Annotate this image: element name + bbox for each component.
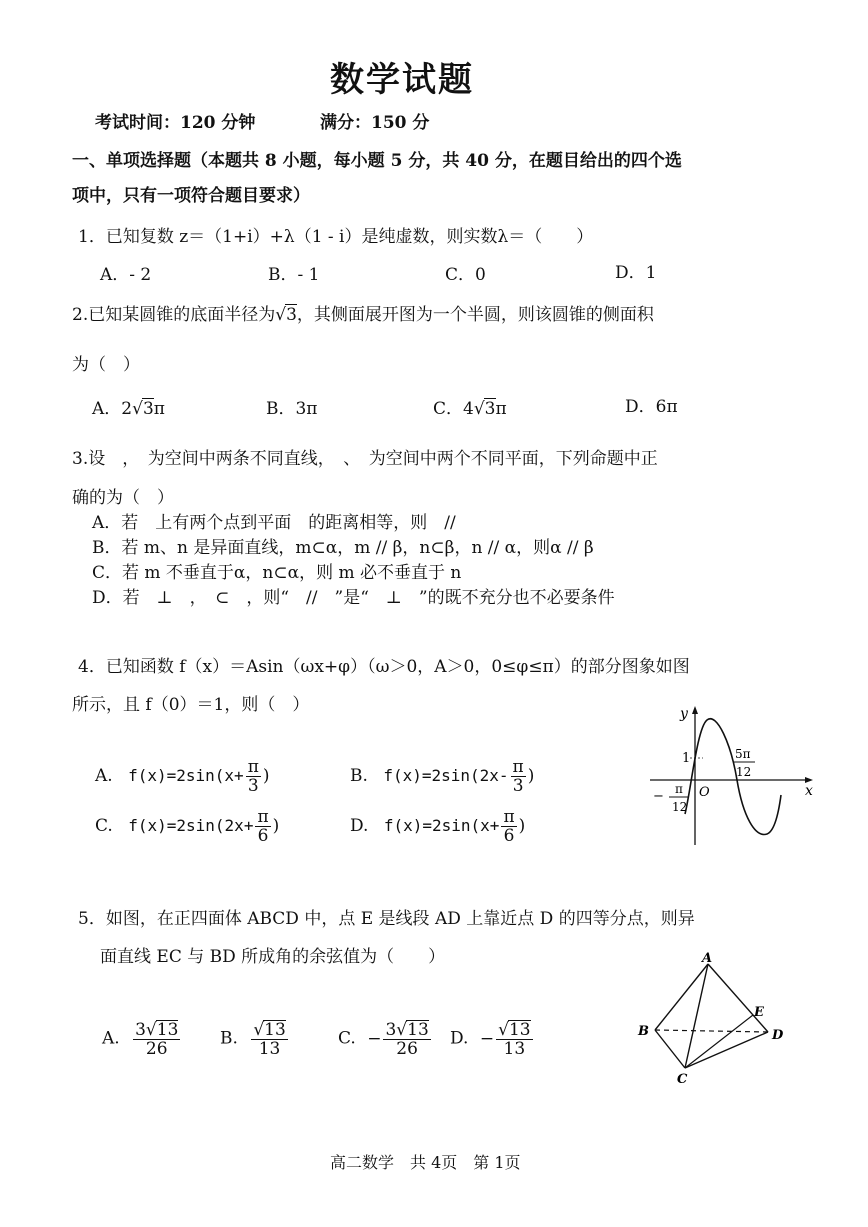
q2-stem-a: 2.已知某圆锥的底面半径为 [72, 305, 276, 325]
q5-option-c-frac [383, 1020, 430, 1058]
page-title: 数学试题 [330, 60, 474, 100]
q5-option-b-rad: 13 [264, 1020, 286, 1040]
q4-stem-line2: 所示，且 f（0）＝1，则（ ） [72, 695, 310, 715]
q1-option-a: A．- 2 [100, 265, 152, 285]
q4-option-b-num: π [512, 757, 524, 777]
q3-option-d: D．若 ⊥ ， ⊂ ，则“ // ”是“ ⊥ ”的既不充分也不必要条件 [92, 588, 615, 608]
q5-tetrahedron-figure [630, 950, 800, 1085]
q4-option-b-expr: f(x)=2sin(2x- [383, 766, 509, 785]
q2-stem-b: ，其侧面展开图为一个半圆，则该圆锥的侧面积 [296, 305, 654, 325]
q2-option-c-pre: C．4 [433, 399, 474, 419]
q5-option-d-sign: − [479, 1028, 495, 1049]
q4-option-b-frac [511, 758, 526, 795]
q5-label-d: D [772, 1028, 784, 1043]
q3-stem-line1: 3.设 ， 为空间中两条不同直线， 、 为空间中两个不同平面，下列命题中正 [72, 449, 658, 469]
q4-option-d-num: π [503, 807, 515, 827]
q5-option-a-frac [133, 1020, 180, 1058]
q2-option-a-post: π [153, 399, 165, 419]
q4-option-c-num: π [257, 807, 269, 827]
q4-graph-right-den: 12 [736, 765, 752, 779]
q5-option-b-label: B. [220, 1028, 238, 1049]
q5-option-a-rad: 13 [156, 1020, 179, 1040]
q4-option-d [350, 808, 525, 845]
q5-option-b [220, 1020, 290, 1058]
q5-option-c [338, 1020, 433, 1058]
q2-option-a: A．2√3π [92, 399, 165, 419]
q2-option-b: B．3π [266, 399, 318, 419]
q5-edge-bc [655, 1030, 685, 1068]
q4-graph-left-num: π [675, 782, 683, 796]
q4-stem-line1: 4．已知函数 f（x）＝Asin（ωx+φ）（ω＞0，A＞0，0≤φ≤π）的部分图象如图 [78, 657, 690, 677]
q5-option-b-num: √13 [253, 1020, 286, 1040]
q2-option-c-rad: 3 [484, 399, 496, 419]
q5-option-d [450, 1020, 535, 1058]
q4-option-d-expr: f(x)=2sin(x+ [383, 816, 500, 835]
q5-option-a-num: 3√13 [135, 1020, 179, 1040]
q5-option-d-num: √13 [498, 1020, 531, 1040]
q3-option-b: B．若 m、n 是异面直线，m⊂α，m // β，n⊂β，n // α，则α // β [92, 538, 594, 558]
q5-option-b-frac [251, 1020, 287, 1058]
q4-graph [645, 700, 820, 850]
q1-option-d: D．1 [615, 263, 657, 283]
q4-option-b [350, 758, 534, 795]
q4-graph-left-den: 12 [672, 800, 688, 814]
q5-option-d-rad: 13 [508, 1020, 531, 1040]
section-heading-line2: 项中，只有一项符合题目要求） [72, 186, 310, 206]
q4-graph-minus: − [653, 789, 664, 804]
q4-graph-x-label: x [805, 783, 813, 799]
q5-option-c-label: C. [338, 1028, 356, 1049]
q4-graph-y-label: y [680, 706, 688, 722]
q5-label-e: E [754, 1005, 764, 1020]
q4-option-b-label: B. [350, 766, 368, 786]
q5-edge-bd [655, 1030, 768, 1032]
q2-stem-line2: 为（ ） [72, 355, 140, 375]
q5-option-a-den: 26 [145, 1039, 168, 1059]
q4-graph-one: 1 [682, 751, 691, 766]
q4-option-d-close: ) [518, 816, 526, 836]
q4-option-c-close: ) [272, 816, 280, 836]
q4-option-d-den: 6 [503, 826, 515, 846]
q5-label-a: A [702, 951, 713, 966]
q5-edge-cd [685, 1032, 768, 1068]
q4-option-c-expr: f(x)=2sin(2x+ [128, 816, 254, 835]
full-score: 满分：150 分 [320, 113, 430, 133]
q4-option-c-label: C. [95, 816, 113, 836]
q5-option-c-den: 26 [396, 1039, 418, 1059]
q5-label-b: B [638, 1024, 649, 1039]
q2-option-c: C．4√3π [433, 399, 507, 419]
q4-graph-right-num: 5π [735, 747, 751, 761]
q4-option-a-expr: f(x)=2sin(x+ [128, 766, 244, 785]
q4-option-a-close: ) [262, 766, 270, 786]
q4-graph-origin: O [699, 785, 710, 800]
q4-option-a-num: π [247, 757, 259, 777]
q5-option-d-label: D. [450, 1028, 469, 1049]
q2-option-a-pre: A．2 [92, 399, 133, 419]
q5-option-c-rad: 13 [407, 1020, 429, 1040]
q5-option-c-sign: − [367, 1028, 382, 1049]
exam-time: 考试时间：120 分钟 [95, 113, 256, 133]
q5-stem-line1: 5．如图，在正四面体 ABCD 中，点 E 是线段 AD 上靠近点 D 的四等分点，则异 [78, 909, 695, 929]
q5-option-c-num: 3√13 [385, 1020, 429, 1040]
q2-stem-line1: 2.已知某圆锥的底面半径为√3，其侧面展开图为一个半圆，则该圆锥的侧面积 [72, 305, 654, 325]
q2-option-a-rad: 3 [142, 399, 154, 419]
q5-edge-ad [708, 964, 768, 1032]
q5-stem-line2: 面直线 EC 与 BD 所成角的余弦值为（ ） [100, 947, 446, 967]
q1-option-c: C．0 [445, 265, 486, 285]
q4-option-b-close: ) [527, 766, 535, 786]
q5-option-a-label: A. [102, 1028, 120, 1049]
q5-option-d-den: 13 [503, 1039, 526, 1059]
section-heading-line1: 一、单项选择题（本题共 8 小题，每小题 5 分，共 40 分，在题目给出的四个选 [72, 151, 682, 171]
q4-option-a [95, 758, 270, 795]
q1-stem: 1．已知复数 z＝（1+i）+λ（1 - i）是纯虚数，则实数λ＝（ ） [78, 227, 594, 247]
q3-stem-line2: 确的为（ ） [72, 488, 174, 508]
q5-option-a [102, 1020, 182, 1058]
q5-option-a-coef: 3 [135, 1020, 146, 1040]
q4-option-a-label: A. [95, 766, 113, 786]
q4-option-d-label: D. [350, 816, 369, 836]
q5-option-b-den: 13 [258, 1039, 281, 1059]
q4-option-c [95, 808, 279, 845]
q2-radical: 3 [286, 305, 297, 325]
q4-option-d-frac [501, 808, 516, 845]
q4-option-a-den: 3 [247, 776, 259, 796]
q2-option-d: D．6π [625, 397, 678, 417]
q5-option-c-coef: 3 [385, 1020, 397, 1040]
q4-graph-curve [685, 719, 781, 835]
q4-option-b-den: 3 [512, 776, 524, 796]
q5-label-c: C [677, 1072, 688, 1085]
q3-option-a: A．若 上有两个点到平面 的距离相等，则 // [92, 513, 456, 533]
q5-option-d-frac [496, 1020, 532, 1058]
q4-option-c-frac [255, 808, 270, 845]
page-footer: 高二数学 共 4页 第 1页 [330, 1153, 521, 1172]
q4-option-a-frac [246, 758, 261, 795]
q3-option-c: C．若 m 不垂直于α，n⊂α，则 m 必不垂直于 n [92, 563, 462, 583]
q4-graph-y-arrow [692, 706, 698, 714]
q4-option-c-den: 6 [257, 826, 269, 846]
q2-option-c-post: π [495, 399, 507, 419]
q1-option-b: B．- 1 [268, 265, 320, 285]
